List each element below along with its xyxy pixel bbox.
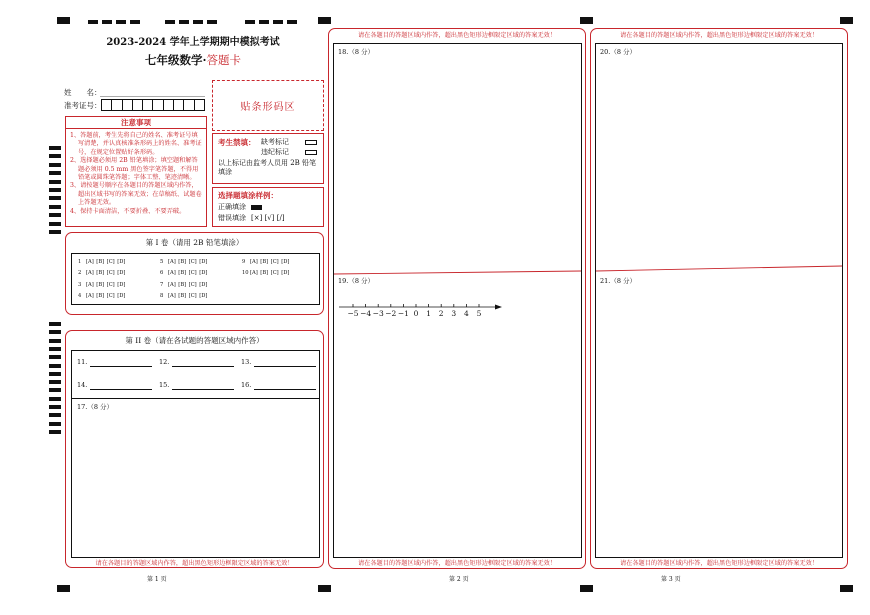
wrong-mark-check: [√]	[264, 214, 275, 222]
choice-option-bubble[interactable]: [A]	[168, 259, 176, 265]
timing-mark	[49, 180, 61, 184]
fill-blank-area	[72, 351, 319, 399]
timing-mark	[49, 213, 61, 217]
fill-blank-answer-line[interactable]	[254, 359, 316, 367]
choice-option-bubble[interactable]: [A]	[86, 270, 94, 277]
absent-mark-box[interactable]	[305, 140, 317, 145]
choice-question-number: 7	[160, 281, 164, 288]
choice-option-bubble[interactable]: [C]	[188, 259, 197, 265]
timing-mark	[49, 422, 61, 426]
choice-option-bubble[interactable]: [B]	[178, 259, 187, 265]
number-line	[337, 299, 507, 319]
number-line-label: −3	[372, 309, 384, 318]
wrong-fill-label: 错误填涂	[218, 214, 246, 222]
question-divider-stroke	[596, 266, 842, 271]
wrong-mark-slash: [/]	[276, 214, 285, 222]
name-field[interactable]	[100, 96, 205, 97]
timing-mark	[49, 413, 61, 417]
timing-mark	[49, 347, 61, 351]
question-17-label: 17.（8 分）	[77, 403, 114, 411]
choice-question-number: 2	[78, 270, 82, 277]
page-number: 第 3 页	[661, 576, 681, 583]
fill-blank-question	[159, 381, 234, 390]
choice-option-bubble[interactable]: [B]	[260, 259, 269, 265]
top-warning: 请在各题目的答题区域内作答，超出黑色矩形边框限定区域的答案无效！	[358, 32, 556, 39]
filled-bubble-icon	[251, 205, 262, 210]
choice-option-bubble[interactable]: [A]	[86, 259, 94, 265]
choice-question-number: 5	[160, 259, 164, 265]
number-line-label: −5	[347, 309, 359, 318]
exam-id-boxes[interactable]	[101, 99, 205, 111]
notice-item: 2、选择题必须用 2B 铅笔填涂；填空题和解答题必须用 0.5 mm 黑色签字笔答题，不得用铅笔或圆珠笔答题；字体工整、笔迹清晰。	[70, 157, 199, 182]
corner-mark	[840, 585, 853, 592]
corner-mark	[580, 17, 593, 24]
part2-answer-box	[71, 350, 320, 558]
number-line-label: 0	[413, 309, 419, 318]
page2-answer-box	[333, 43, 582, 558]
choice-option-bubble[interactable]: [B]	[178, 270, 187, 277]
violation-mark-box[interactable]	[305, 150, 317, 155]
exam-id-label: 准考证号：	[64, 101, 102, 110]
choice-option-bubble[interactable]: [D]	[199, 270, 208, 277]
part1-section	[65, 232, 324, 315]
choice-option-bubble[interactable]: [A]	[250, 259, 258, 265]
fill-blank-answer-line[interactable]	[90, 359, 152, 367]
proctor-box	[212, 133, 324, 184]
choice-question	[160, 293, 210, 300]
timing-mark	[49, 230, 61, 234]
number-line-label: 1	[426, 309, 431, 318]
exam-id-digit-box[interactable]	[183, 100, 193, 110]
timing-mark	[49, 146, 61, 150]
fill-blank-answer-line[interactable]	[172, 359, 234, 367]
corner-mark	[318, 17, 331, 24]
choice-question	[78, 293, 128, 300]
notice-list	[66, 129, 206, 216]
corner-mark	[840, 17, 853, 24]
number-line-label: −2	[385, 309, 397, 318]
proctor-note: 以上标记由监考人员用 2B 铅笔填涂	[218, 159, 317, 176]
exam-title: 2023-2024 学年上学期期中模拟考试	[106, 37, 280, 48]
choice-option-bubble[interactable]: [A]	[250, 270, 258, 277]
fill-sample-title: 选择题填涂样例：	[218, 191, 278, 200]
timing-mark	[49, 154, 61, 158]
bottom-warning: 请在各题目的答题区域内作答，超出黑色矩形边框限定区域的答案无效！	[358, 560, 556, 567]
question-20-label: 20.（8 分）	[600, 48, 637, 56]
notice-item: 3、请按题号顺序在各题目的答题区域内作答，超出区域书写的答案无效；在草稿纸、试题卷上答题无效。	[70, 182, 202, 207]
fill-blank-answer-line[interactable]	[90, 382, 152, 390]
choice-option-bubble[interactable]: [D]	[281, 259, 290, 265]
number-line-label: 3	[451, 309, 457, 318]
choice-option-bubble[interactable]: [D]	[117, 292, 126, 299]
choice-question-number: 10	[242, 270, 249, 277]
fill-blank-answer-line[interactable]	[254, 382, 316, 390]
bottom-warning: 请在各题目的答题区域内作答，超出黑色矩形边框限定区域的答案无效！	[620, 560, 818, 567]
choice-option-bubble[interactable]: [D]	[199, 259, 208, 265]
choice-question	[78, 282, 128, 289]
choice-option-bubble[interactable]: [D]	[117, 259, 126, 265]
corner-mark	[580, 585, 593, 592]
timing-mark	[49, 322, 61, 326]
fill-blank-number: 11.	[77, 358, 88, 366]
choice-option-bubble[interactable]: [C]	[270, 270, 279, 277]
choice-question	[160, 270, 210, 277]
choice-question	[160, 282, 210, 289]
fill-blank-number: 14.	[77, 381, 88, 389]
barcode-area	[212, 80, 324, 131]
correct-fill-label: 正确填涂	[218, 203, 246, 211]
choice-option-bubble[interactable]: [B]	[96, 292, 105, 299]
choice-question	[242, 259, 292, 266]
choice-question-number: 9	[242, 259, 246, 265]
header-dash-mark	[245, 20, 299, 24]
question-17-answer-area[interactable]	[72, 400, 319, 557]
exam-id-digit-box[interactable]	[122, 100, 132, 110]
timing-mark	[49, 171, 61, 175]
choice-option-bubble[interactable]: [C]	[106, 270, 115, 277]
number-line-label: 4	[464, 309, 469, 318]
exam-id-digit-box[interactable]	[102, 100, 111, 110]
subject-label: 七年级数学·	[144, 53, 207, 67]
exam-id-digit-box[interactable]	[111, 100, 121, 110]
part2-title: 第 II 卷（请在各试题的答题区域内作答）	[125, 336, 264, 345]
corner-mark	[318, 585, 331, 592]
timing-mark	[49, 430, 61, 434]
header-dash-mark	[88, 20, 142, 24]
choice-option-bubble[interactable]: [D]	[199, 281, 208, 288]
choice-question-number: 3	[78, 281, 82, 288]
page2-section	[328, 28, 586, 569]
choice-question	[242, 270, 292, 277]
choice-option-bubble[interactable]: [C]	[106, 281, 115, 288]
choice-option-bubble[interactable]: [D]	[199, 292, 208, 299]
choice-question	[160, 259, 210, 266]
fill-blank-number: 13.	[241, 358, 252, 366]
fill-blank-number: 15.	[159, 381, 170, 389]
barcode-label: 贴条形码区	[240, 102, 296, 113]
choice-option-bubble[interactable]: [B]	[178, 292, 187, 299]
question-20-answer-area[interactable]	[596, 44, 842, 268]
fill-blank-number: 16.	[241, 381, 252, 389]
timing-mark	[49, 222, 61, 226]
exam-id-digit-box[interactable]	[152, 100, 162, 110]
choice-option-bubble[interactable]: [D]	[117, 281, 126, 288]
top-warning: 请在各题目的答题区域内作答，超出黑色矩形边框限定区域的答案无效！	[620, 32, 818, 39]
name-label: 姓 名：	[64, 88, 102, 97]
choice-option-bubble[interactable]: [B]	[178, 281, 187, 288]
choice-option-bubble[interactable]: [D]	[281, 270, 290, 277]
choice-option-bubble[interactable]: [D]	[117, 270, 126, 277]
fill-blank-question	[241, 358, 316, 367]
number-line-label: 5	[476, 309, 482, 318]
wrong-mark-cross: [×]	[251, 214, 263, 222]
choice-option-bubble[interactable]: [A]	[168, 270, 176, 277]
exam-id-digit-box[interactable]	[163, 100, 173, 110]
header-dash-mark	[165, 20, 219, 24]
question-divider-stroke	[334, 271, 581, 274]
timing-mark	[49, 388, 61, 392]
exam-id-digit-box[interactable]	[132, 100, 142, 110]
bottom-warning: 请在各题目的答题区域内作答，超出黑色矩形边框限定区域的答案无效！	[95, 560, 294, 567]
page3-answer-box	[595, 43, 843, 558]
timing-mark	[49, 405, 61, 409]
timing-mark	[49, 364, 61, 368]
question-21-answer-area[interactable]	[596, 272, 842, 557]
choice-option-bubble[interactable]: [B]	[96, 281, 105, 288]
choice-question-number: 6	[160, 270, 164, 277]
choice-option-bubble[interactable]: [C]	[270, 259, 279, 265]
question-18-label: 18.（8 分）	[338, 48, 375, 56]
notice-item: 1、答题前，考生先将自己的姓名、准考证号填写清楚，并认真核准条形码上的姓名、准考证号，在规定位置贴好条形码。	[70, 132, 202, 156]
timing-mark	[49, 372, 61, 376]
choice-option-bubble[interactable]: [C]	[106, 259, 115, 265]
notice-title: 注意事项	[66, 117, 206, 129]
choice-option-bubble[interactable]: [B]	[96, 259, 105, 265]
page-number: 第 1 页	[147, 576, 167, 583]
question-18-answer-area[interactable]	[334, 44, 581, 272]
choice-question-number: 8	[160, 292, 164, 299]
choice-question	[78, 270, 128, 277]
choice-option-bubble[interactable]: [A]	[86, 281, 94, 288]
answer-card-label: 答题卡	[206, 53, 241, 67]
corner-mark	[57, 585, 70, 592]
choice-option-bubble[interactable]: [C]	[188, 270, 197, 277]
exam-id-digit-box[interactable]	[173, 100, 183, 110]
part1-title: 第 I 卷（请用 2B 铅笔填涂）	[145, 238, 244, 247]
timing-mark	[49, 163, 61, 167]
notice-item: 4、保持卡面清洁，不要折叠、不要弄破。	[70, 207, 186, 215]
fill-blank-question	[241, 381, 316, 390]
question-19-label: 19.（8 分）	[338, 277, 375, 285]
choice-question	[78, 259, 128, 266]
fill-blank-question	[159, 358, 234, 367]
exam-id-digit-box[interactable]	[142, 100, 152, 110]
absent-mark-label: 缺考标记	[261, 138, 289, 146]
timing-mark	[49, 188, 61, 192]
fill-blank-answer-line[interactable]	[172, 382, 234, 390]
fill-sample-box	[212, 187, 324, 227]
part2-section	[65, 330, 324, 568]
question-21-label: 21.（8 分）	[600, 277, 637, 285]
choice-option-bubble[interactable]: [A]	[168, 292, 176, 299]
exam-id-digit-box[interactable]	[194, 100, 204, 110]
page3-section	[590, 28, 848, 569]
timing-mark	[49, 397, 61, 401]
notice-box	[65, 116, 207, 227]
number-line-label: 2	[438, 309, 444, 318]
timing-mark	[49, 330, 61, 334]
choice-question-number: 1	[78, 259, 82, 265]
corner-mark	[57, 17, 70, 24]
choice-option-bubble[interactable]: [C]	[106, 292, 115, 299]
choice-question-number: 4	[78, 292, 82, 299]
violation-mark-label: 违纪标记	[261, 148, 289, 156]
fill-blank-number: 12.	[159, 358, 170, 366]
choice-option-bubble[interactable]: [B]	[260, 270, 269, 277]
page-number: 第 2 页	[449, 576, 469, 583]
choice-option-bubble[interactable]: [C]	[188, 292, 197, 299]
choice-grid	[71, 253, 320, 305]
wrong-fill-examples	[251, 214, 285, 223]
timing-mark	[49, 380, 61, 384]
choice-option-bubble[interactable]: [C]	[188, 281, 197, 288]
number-line-label: −1	[397, 309, 409, 318]
proctor-title: 考生禁填：	[218, 138, 256, 147]
choice-option-bubble[interactable]: [B]	[96, 270, 105, 277]
number-line-arrow	[495, 305, 502, 310]
number-line-label: −4	[360, 309, 372, 318]
timing-mark	[49, 355, 61, 359]
timing-mark	[49, 339, 61, 343]
exam-subtitle	[62, 53, 324, 67]
timing-mark	[49, 205, 61, 209]
choice-option-bubble[interactable]: [A]	[86, 292, 94, 299]
fill-blank-question	[77, 381, 152, 390]
fill-blank-question	[77, 358, 152, 367]
choice-option-bubble[interactable]: [A]	[168, 281, 176, 288]
timing-mark	[49, 196, 61, 200]
